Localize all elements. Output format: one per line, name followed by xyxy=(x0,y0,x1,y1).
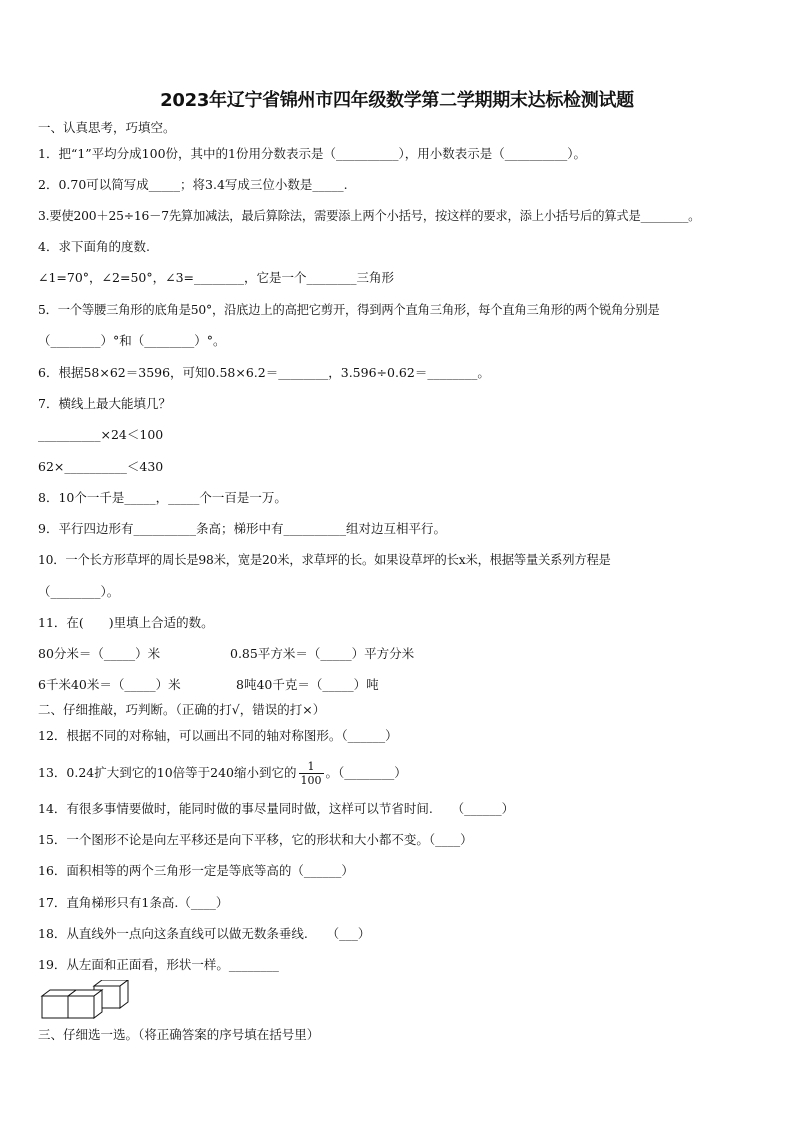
question-9: 9．平行四边形有__________条高；梯形中有__________组对边互相平行。 xyxy=(38,521,446,536)
question-11: 11．在( )里填上合适的数。 xyxy=(38,615,214,630)
question-13-text: 13．0.24扩大到它的10倍等于240缩小到它的 xyxy=(38,765,297,780)
question-8: 8．10个一千是_____，_____个一百是一万。 xyxy=(38,490,287,505)
question-13-blank: 。（________） xyxy=(325,765,407,780)
question-11-b1: 6千米40米＝（_____）米 xyxy=(38,677,181,692)
section-1-heading: 一、认真思考，巧填空。 xyxy=(38,120,176,135)
question-7-b: 62×__________＜430 xyxy=(38,459,164,474)
question-19: 19．从左面和正面看，形状一样。________ xyxy=(38,957,279,972)
cube-middle-front-face xyxy=(68,996,94,1018)
question-10-blank: （________）。 xyxy=(38,584,120,599)
question-12: 12．根据不同的对称轴，可以画出不同的轴对称图形。（______） xyxy=(38,728,398,743)
cube-left-front-face xyxy=(42,996,68,1018)
question-15: 15．一个图形不论是向左平移还是向下平移，它的形状和大小都不变。（____） xyxy=(38,832,473,847)
cube-stack-figure xyxy=(40,980,132,1020)
question-11-b2: 8吨40千克＝（_____）吨 xyxy=(236,677,379,692)
question-18: 18．从直线外一点向这条直线可以做无数条垂线. （___） xyxy=(38,926,371,941)
section-2-heading: 二、仔细推敲，巧判断。（正确的打√，错误的打×） xyxy=(38,702,326,717)
section-3-heading: 三、仔细选一选。（将正确答案的序号填在括号里） xyxy=(38,1027,320,1042)
question-7: 7．横线上最大能填几？ xyxy=(38,396,171,411)
page-title: 2023年辽宁省锦州市四年级数学第二学期期末达标检测试题 xyxy=(160,90,634,111)
question-4-angles: ∠1=70°，∠2=50°，∠3=________，它是一个________三角形 xyxy=(38,270,395,285)
question-16: 16．面积相等的两个三角形一定是等底等高的（______） xyxy=(38,863,354,878)
fraction-one-hundredth xyxy=(299,760,324,787)
fraction-denominator: 100 xyxy=(300,774,322,787)
fraction-numerator: 1 xyxy=(299,760,324,774)
question-1: 1．把“1”平均分成100份，其中的1份用分数表示是（__________），用小数表示是（__________）。 xyxy=(38,146,586,161)
question-3: 3.要使200＋25÷16－7先算加减法，最后算除法，需要添上两个小括号，按这样的要求，添上小括号后的算式是________。 xyxy=(38,209,701,223)
question-7-a: __________×24＜100 xyxy=(38,427,164,442)
question-14: 14．有很多事情要做时，能同时做的事尽量同时做，这样可以节省时间. （______） xyxy=(38,801,515,816)
question-13 xyxy=(38,758,407,788)
question-5-blanks: （________）°和（________）°。 xyxy=(38,333,226,348)
question-6: 6．根据58×62＝3596，可知0.58×6.2＝________，3.596÷0.62＝________。 xyxy=(38,365,490,380)
question-10: 10．一个长方形草坪的周长是98米，宽是20米，求草坪的长。如果设草坪的长x米，根据等量关系列方程是 xyxy=(38,553,611,567)
question-11-a1: 80分米＝（_____）米 xyxy=(38,646,161,661)
question-5: 5．一个等腰三角形的底角是50°，沿底边上的高把它剪开，得到两个直角三角形，每个直角三角形的两个锐角分别是 xyxy=(38,303,660,317)
question-4: 4．求下面角的度数. xyxy=(38,239,150,254)
question-11-a2: 0.85平方米＝（_____）平方分米 xyxy=(230,646,415,661)
question-2: 2．0.70可以简写成_____；将3.4写成三位小数是_____. xyxy=(38,177,348,192)
question-17: 17．直角梯形只有1条高.（____） xyxy=(38,895,229,910)
